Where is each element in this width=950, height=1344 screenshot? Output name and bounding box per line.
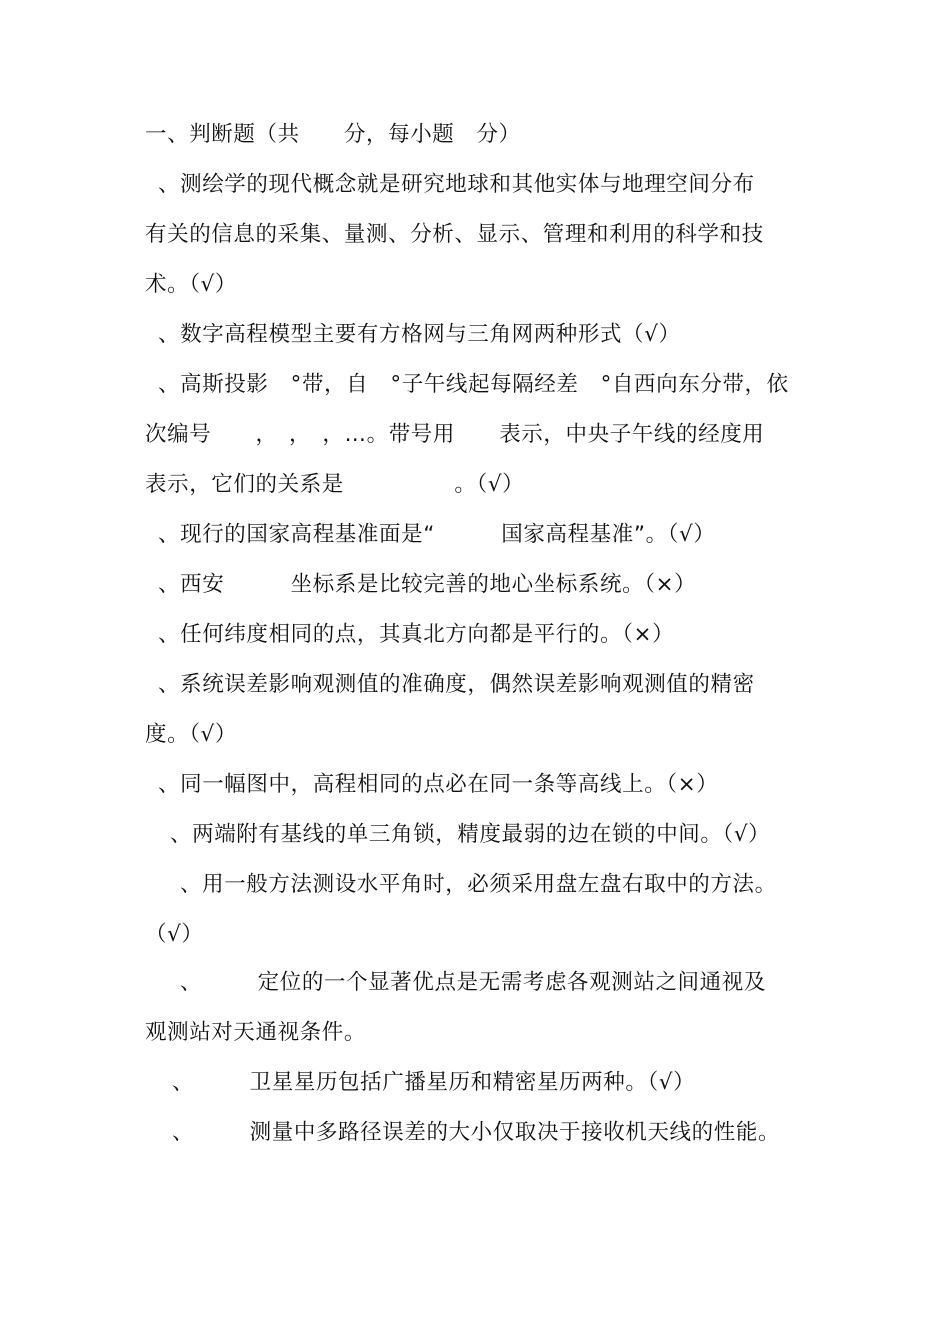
question-10-line-2: （√） bbox=[145, 922, 204, 947]
question-11-line-1: 、 定位的一个显著优点是无需考虑各观测站之间通视及 bbox=[180, 970, 766, 995]
section-heading: 一、判断题（共 分，每小题 分） bbox=[145, 122, 521, 147]
question-2: 、数字高程模型主要有方格网与三角网两种形式（√） bbox=[158, 322, 681, 347]
question-3-line-3: 表示，它们的关系是 。（√） bbox=[145, 472, 525, 497]
question-9: 、两端附有基线的单三角锁，精度最弱的边在锁的中间。（√） bbox=[170, 822, 771, 847]
question-12: 、 卫星星历包括广播星历和精密星历两种。（√） bbox=[172, 1070, 696, 1095]
question-7-line-1: 、系统误差影响观测值的准确度，偶然误差影响观测值的精密 bbox=[158, 672, 755, 697]
question-3-line-2: 次编号 ， ， ，…。带号用 表示，中央子午线的经度用 bbox=[145, 422, 765, 447]
question-5: 、西安 坐标系是比较完善的地心坐标系统。（×） bbox=[158, 572, 697, 597]
question-1-line-3: 术。（√） bbox=[145, 272, 237, 297]
question-1-line-1: 、测绘学的现代概念就是研究地球和其他实体与地理空间分布 bbox=[158, 172, 755, 197]
question-3-line-1: 、高斯投影 °带，自 °子午线起每隔经差 °自西向东分带，依 bbox=[158, 372, 789, 397]
question-1-line-2: 有关的信息的采集、量测、分析、显示、管理和利用的科学和技 bbox=[145, 222, 764, 247]
question-10-line-1: 、用一般方法测设水平角时，必须采用盘左盘右取中的方法。 bbox=[180, 872, 777, 897]
question-11-line-2: 观测站对天通视条件。 bbox=[145, 1020, 367, 1045]
question-13: 、 测量中多路径误差的大小仅取决于接收机天线的性能。 bbox=[172, 1120, 781, 1145]
question-7-line-2: 度。（√） bbox=[145, 722, 237, 747]
question-8: 、同一幅图中，高程相同的点必在同一条等高线上。（×） bbox=[158, 772, 719, 797]
question-6: 、任何纬度相同的点，其真北方向都是平行的。（×） bbox=[158, 622, 675, 647]
question-4: 、现行的国家高程基准面是“ 国家高程基准”。（√） bbox=[158, 522, 716, 547]
